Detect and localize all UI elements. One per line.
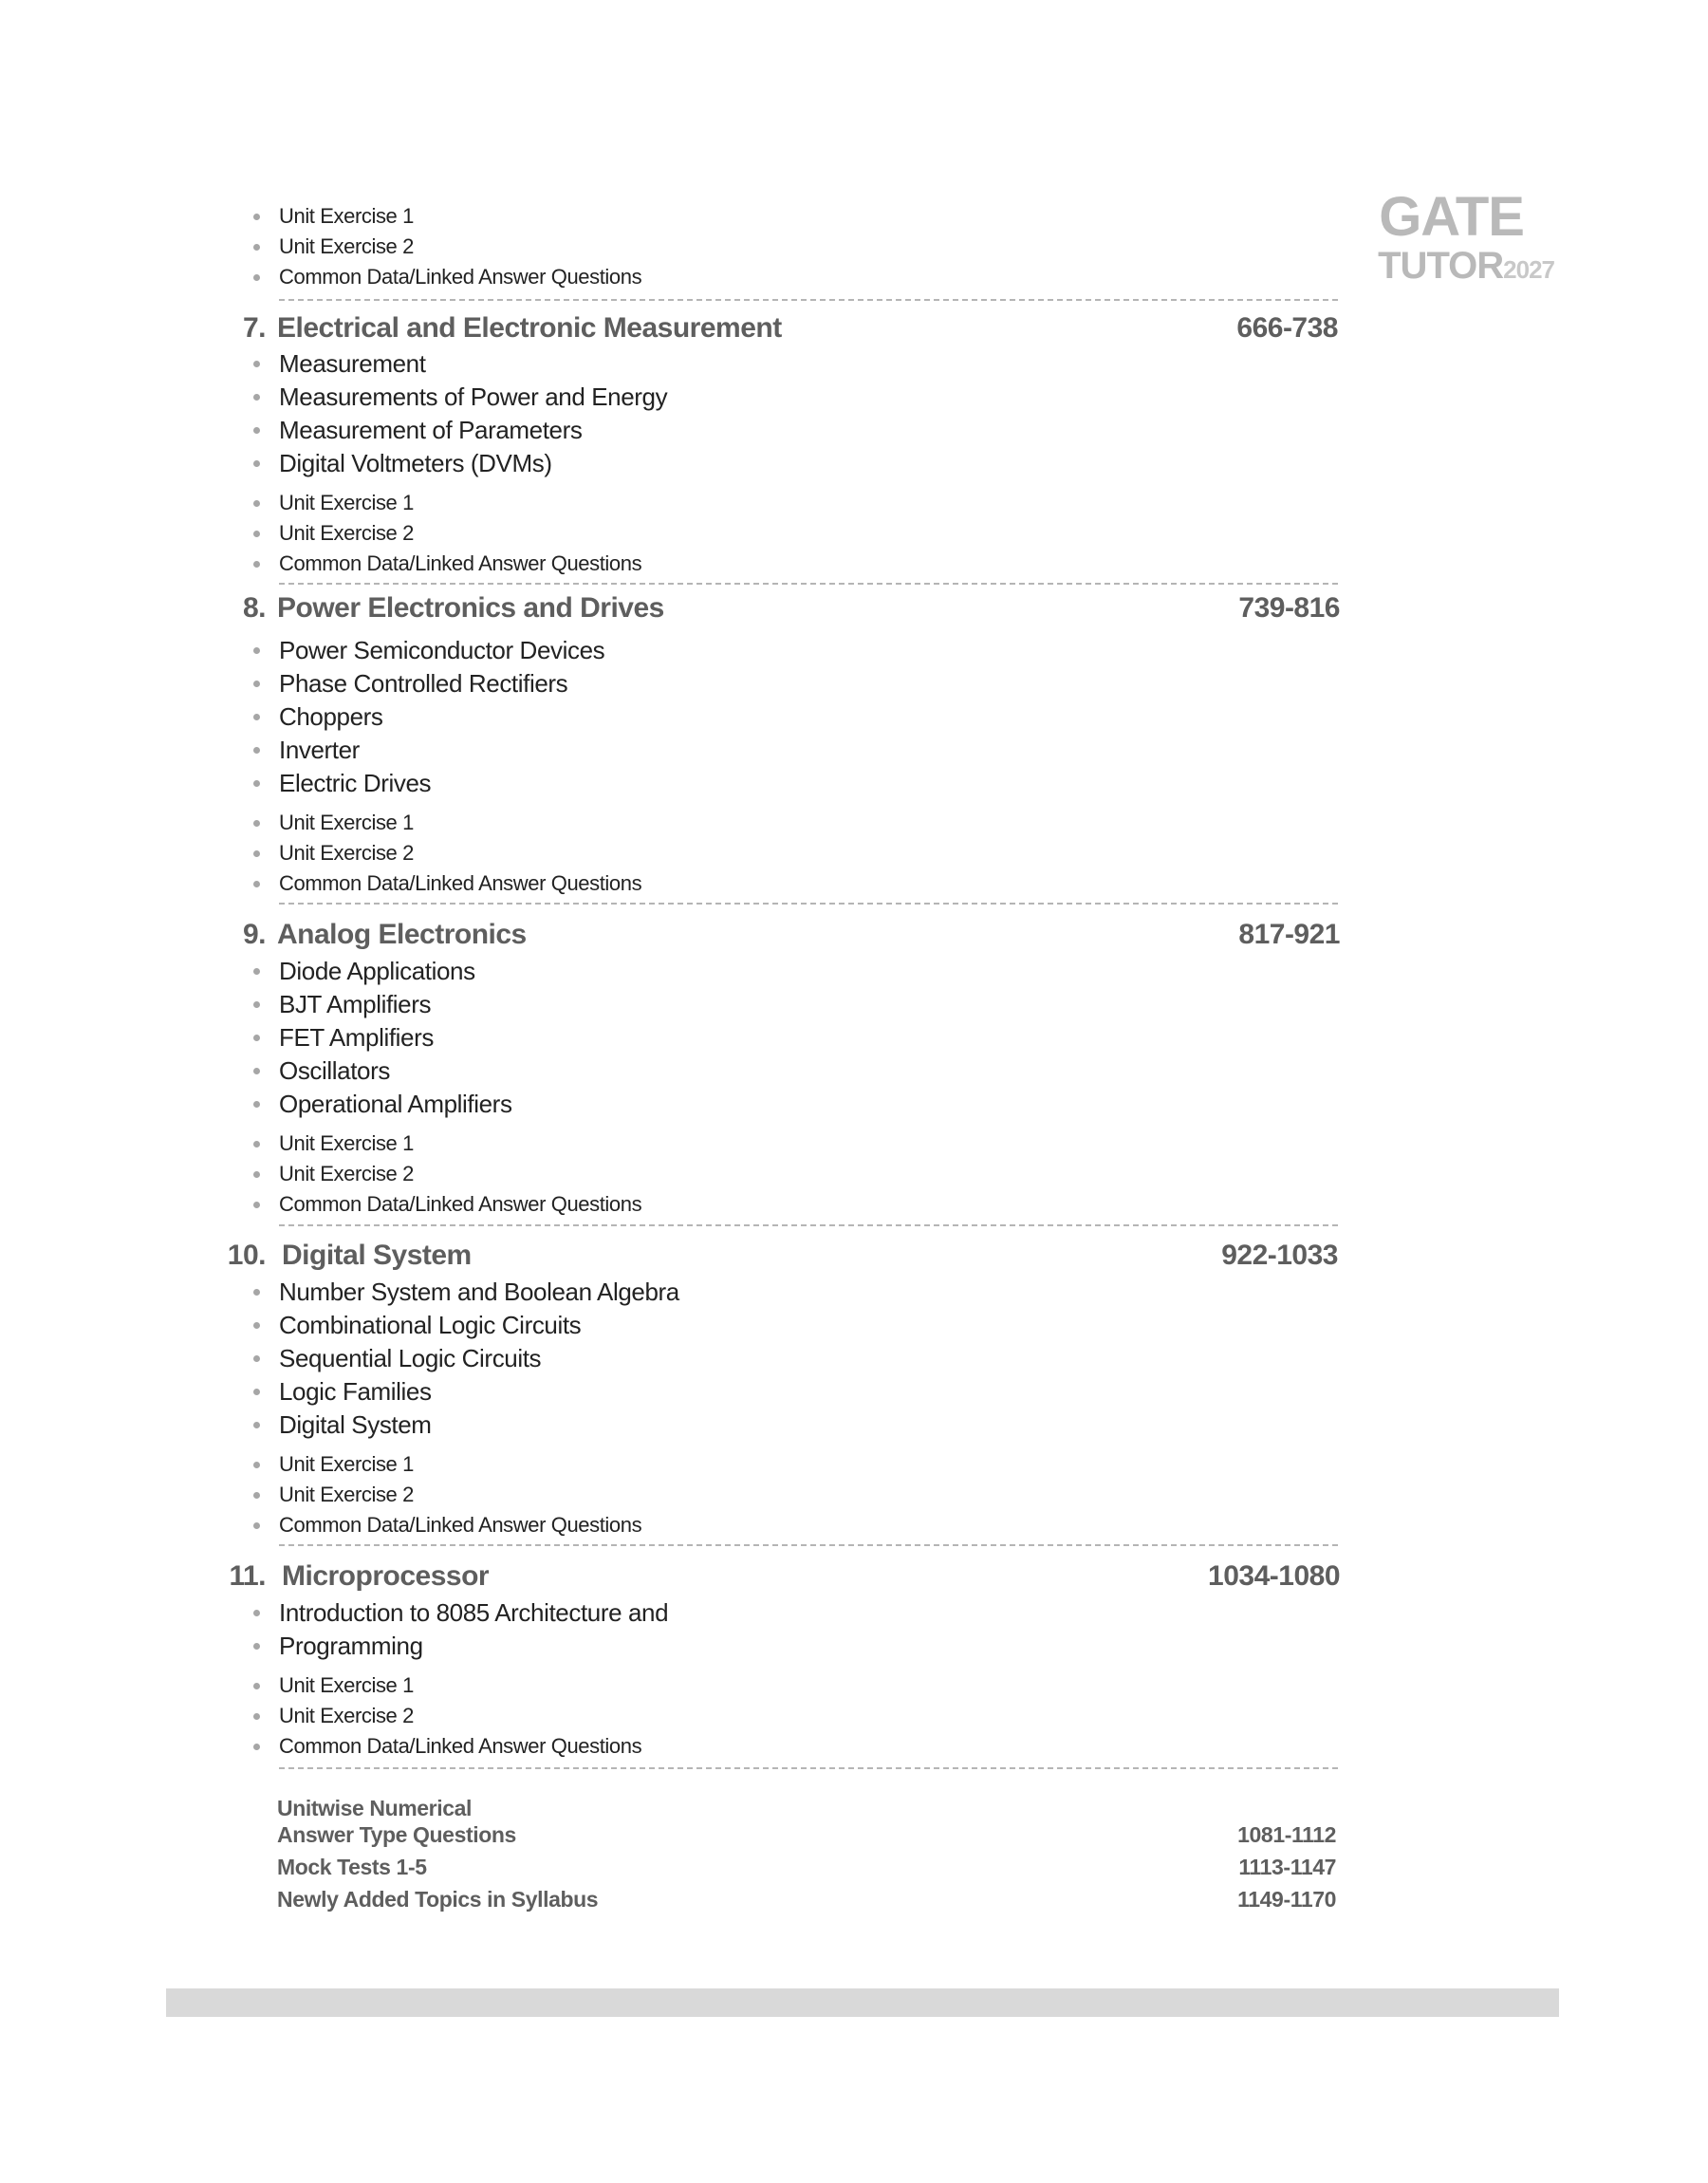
- topic-item: Digital Voltmeters (DVMs): [279, 449, 552, 477]
- chapter-pages: 922-1033: [1221, 1240, 1338, 1271]
- exercise-item: Unit Exercise 1: [279, 1131, 414, 1155]
- logo-tutor-word: TUTOR: [1378, 245, 1504, 287]
- topic-item: Combinational Logic Circuits: [279, 1311, 582, 1339]
- exercise-item: Unit Exercise 2: [279, 521, 414, 545]
- chapter-title[interactable]: Microprocessor: [282, 1560, 490, 1592]
- exercise-item: Common Data/Linked Answer Questions: [279, 1192, 642, 1216]
- topic-item: Digital System: [279, 1410, 432, 1439]
- exercise-item: Common Data/Linked Answer Questions: [279, 1513, 642, 1537]
- chapter-number: 10.: [227, 1240, 266, 1271]
- chapter-title[interactable]: Power Electronics and Drives: [277, 592, 664, 624]
- exercise-item: Unit Exercise 2: [279, 1162, 414, 1185]
- divider: [279, 1224, 1338, 1226]
- topic-item: BJT Amplifiers: [279, 990, 432, 1018]
- chapter-title[interactable]: Analog Electronics: [277, 919, 527, 950]
- topic-item: Number System and Boolean Algebra: [279, 1278, 679, 1306]
- extra-section-pages: 1081-1112: [1237, 1822, 1336, 1847]
- topic-item: Measurement of Parameters: [279, 416, 583, 444]
- chapter-number: 11.: [229, 1560, 266, 1592]
- topic-item: Measurement: [279, 349, 426, 378]
- topic-item: Logic Families: [279, 1377, 432, 1406]
- chapter-pages: 1034-1080: [1208, 1560, 1340, 1592]
- topic-item: Diode Applications: [279, 957, 475, 985]
- chapter-pages: 817-921: [1238, 919, 1340, 950]
- list-item: Common Data/Linked Answer Questions: [279, 265, 642, 289]
- topic-item: FET Amplifiers: [279, 1023, 434, 1052]
- topic-item: Introduction to 8085 Architecture and: [279, 1598, 669, 1627]
- extra-section-pages: 1149-1170: [1237, 1887, 1336, 1912]
- logo-year: 2027: [1503, 255, 1554, 284]
- chapter-title[interactable]: Digital System: [282, 1240, 472, 1271]
- exercise-item: Unit Exercise 1: [279, 811, 414, 834]
- exercise-item: Common Data/Linked Answer Questions: [279, 1734, 642, 1758]
- exercise-item: Unit Exercise 2: [279, 841, 414, 865]
- divider: [279, 299, 1338, 301]
- chapter-number: 8.: [242, 592, 266, 624]
- divider: [279, 1544, 1338, 1546]
- divider: [279, 1767, 1338, 1769]
- divider: [279, 903, 1338, 905]
- topic-item: Phase Controlled Rectifiers: [279, 669, 568, 698]
- topic-item: Operational Amplifiers: [279, 1090, 512, 1118]
- extra-section-title[interactable]: Answer Type Questions: [277, 1822, 516, 1847]
- exercise-item: Unit Exercise 1: [279, 1673, 414, 1697]
- extra-section-pages: 1113-1147: [1238, 1855, 1336, 1879]
- extra-section-title[interactable]: Unitwise Numerical: [277, 1796, 472, 1820]
- extra-section-title[interactable]: Newly Added Topics in Syllabus: [277, 1887, 599, 1912]
- logo-gate-text: GATE: [1379, 186, 1524, 248]
- chapter-title[interactable]: Electrical and Electronic Measurement: [277, 312, 782, 344]
- divider: [279, 583, 1338, 585]
- chapter-pages: 739-816: [1238, 592, 1340, 624]
- topic-item: Power Semiconductor Devices: [279, 636, 605, 664]
- topic-item: Oscillators: [279, 1056, 390, 1085]
- extra-section-title[interactable]: Mock Tests 1-5: [277, 1855, 427, 1879]
- chapter-pages: 666-738: [1236, 312, 1338, 344]
- exercise-item: Unit Exercise 2: [279, 1483, 414, 1506]
- topic-item: Sequential Logic Circuits: [279, 1344, 542, 1372]
- topic-item: Electric Drives: [279, 769, 432, 797]
- chapter-number: 7.: [242, 312, 266, 344]
- list-item: Unit Exercise 1: [279, 204, 414, 228]
- topic-item: Measurements of Power and Energy: [279, 382, 668, 411]
- topic-item: Inverter: [279, 736, 360, 764]
- exercise-item: Common Data/Linked Answer Questions: [279, 551, 642, 575]
- list-item: Unit Exercise 2: [279, 234, 414, 258]
- exercise-item: Unit Exercise 1: [279, 1452, 414, 1476]
- exercise-item: Unit Exercise 1: [279, 491, 414, 514]
- footer-bar: [166, 1988, 1559, 2017]
- chapter-number: 9.: [242, 919, 266, 950]
- topic-item: Choppers: [279, 702, 383, 731]
- exercise-item: Unit Exercise 2: [279, 1704, 414, 1727]
- topic-item: Programming: [279, 1632, 423, 1660]
- exercise-item: Common Data/Linked Answer Questions: [279, 871, 642, 895]
